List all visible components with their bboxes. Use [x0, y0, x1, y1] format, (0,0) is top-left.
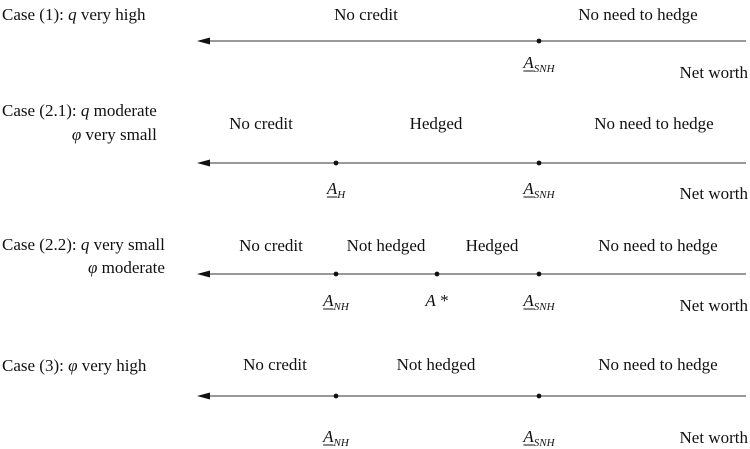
- threshold-label: [322, 291, 350, 313]
- threshold-subscript: SNH: [533, 63, 555, 75]
- case-panel-case-3: [2, 355, 748, 449]
- net-worth-label: Net worth: [679, 62, 748, 82]
- axis-arrowhead: [197, 271, 210, 278]
- case-title-part: very high: [76, 4, 146, 24]
- threshold-subscript: SNH: [533, 437, 555, 449]
- threshold-name: A: [523, 53, 534, 72]
- case-title-part: φ: [68, 355, 78, 375]
- net-worth-label: Net worth: [679, 427, 748, 447]
- threshold-subscript: NH: [333, 437, 349, 449]
- case-title-part: very small: [89, 234, 165, 254]
- case-title-part: Case (3):: [2, 355, 69, 375]
- case-panel-case-2-2: [2, 235, 748, 315]
- case-panel-case-1: [2, 5, 748, 82]
- case-title-part: q: [68, 4, 77, 24]
- threshold-name: A: [323, 427, 334, 446]
- case-title-line: [72, 125, 157, 144]
- net-worth-label: Net worth: [679, 295, 748, 315]
- threshold-point: [334, 394, 339, 399]
- threshold-name: A: [323, 291, 334, 310]
- case-title-part: q: [80, 100, 90, 120]
- threshold-label: [322, 427, 350, 449]
- case-title-part: very small: [81, 124, 157, 144]
- threshold-name: A: [425, 291, 436, 310]
- threshold-subscript: SNH: [533, 301, 555, 313]
- threshold-label: [522, 179, 555, 201]
- threshold-point: [537, 39, 542, 44]
- region-label: No need to hedge: [594, 113, 714, 133]
- threshold-point: [435, 272, 440, 277]
- threshold-label: [424, 291, 448, 310]
- case-title-part: φ: [87, 257, 98, 277]
- threshold-point: [537, 161, 542, 166]
- case-title-line: [88, 258, 165, 277]
- region-label: No need to hedge: [598, 235, 718, 255]
- threshold-name: A: [523, 427, 534, 446]
- threshold-point: [334, 161, 339, 166]
- threshold-name: A: [523, 179, 534, 198]
- case-title-line: [2, 235, 165, 254]
- threshold-name: A: [523, 291, 534, 310]
- net-worth-label: Net worth: [679, 183, 748, 203]
- threshold-label: [522, 291, 555, 313]
- case-panel-case-2-1: [2, 101, 748, 203]
- threshold-subscript: SNH: [533, 189, 555, 201]
- region-label: No need to hedge: [578, 4, 698, 24]
- threshold-label: [522, 427, 555, 449]
- region-label: No credit: [229, 113, 293, 133]
- region-label: Hedged: [465, 235, 519, 255]
- region-label: Hedged: [409, 113, 463, 133]
- threshold-label: [522, 53, 555, 75]
- threshold-star: *: [435, 291, 449, 310]
- case-title-part: φ: [71, 124, 82, 144]
- region-label: No credit: [334, 4, 398, 24]
- case-title-part: Case (2.1):: [2, 100, 81, 120]
- threshold-point: [334, 272, 339, 277]
- case-title-part: q: [80, 234, 90, 254]
- case-title-part: moderate: [89, 100, 157, 120]
- threshold-label: [326, 179, 346, 201]
- threshold-point: [537, 394, 542, 399]
- axis-arrowhead: [197, 160, 210, 167]
- case-title-part: Case (1):: [2, 4, 69, 24]
- region-label: No credit: [239, 235, 303, 255]
- threshold-subscript: NH: [333, 301, 349, 313]
- case-panels: [2, 5, 748, 449]
- region-label: Not hedged: [396, 354, 476, 374]
- threshold-name: A: [326, 179, 338, 198]
- case-title-line: [2, 5, 146, 24]
- axis-arrowhead: [197, 38, 210, 45]
- case-title-part: Case (2.2):: [2, 234, 81, 254]
- case-title-line: [2, 101, 157, 120]
- case-title-part: very high: [77, 355, 147, 375]
- threshold-point: [537, 272, 542, 277]
- case-title-part: moderate: [97, 257, 165, 277]
- axis-arrowhead: [197, 393, 210, 400]
- threshold-subscript: H: [337, 189, 346, 201]
- case-title-line: [2, 356, 147, 375]
- region-label: Not hedged: [346, 235, 426, 255]
- region-label: No need to hedge: [598, 354, 718, 374]
- region-label: No credit: [243, 354, 307, 374]
